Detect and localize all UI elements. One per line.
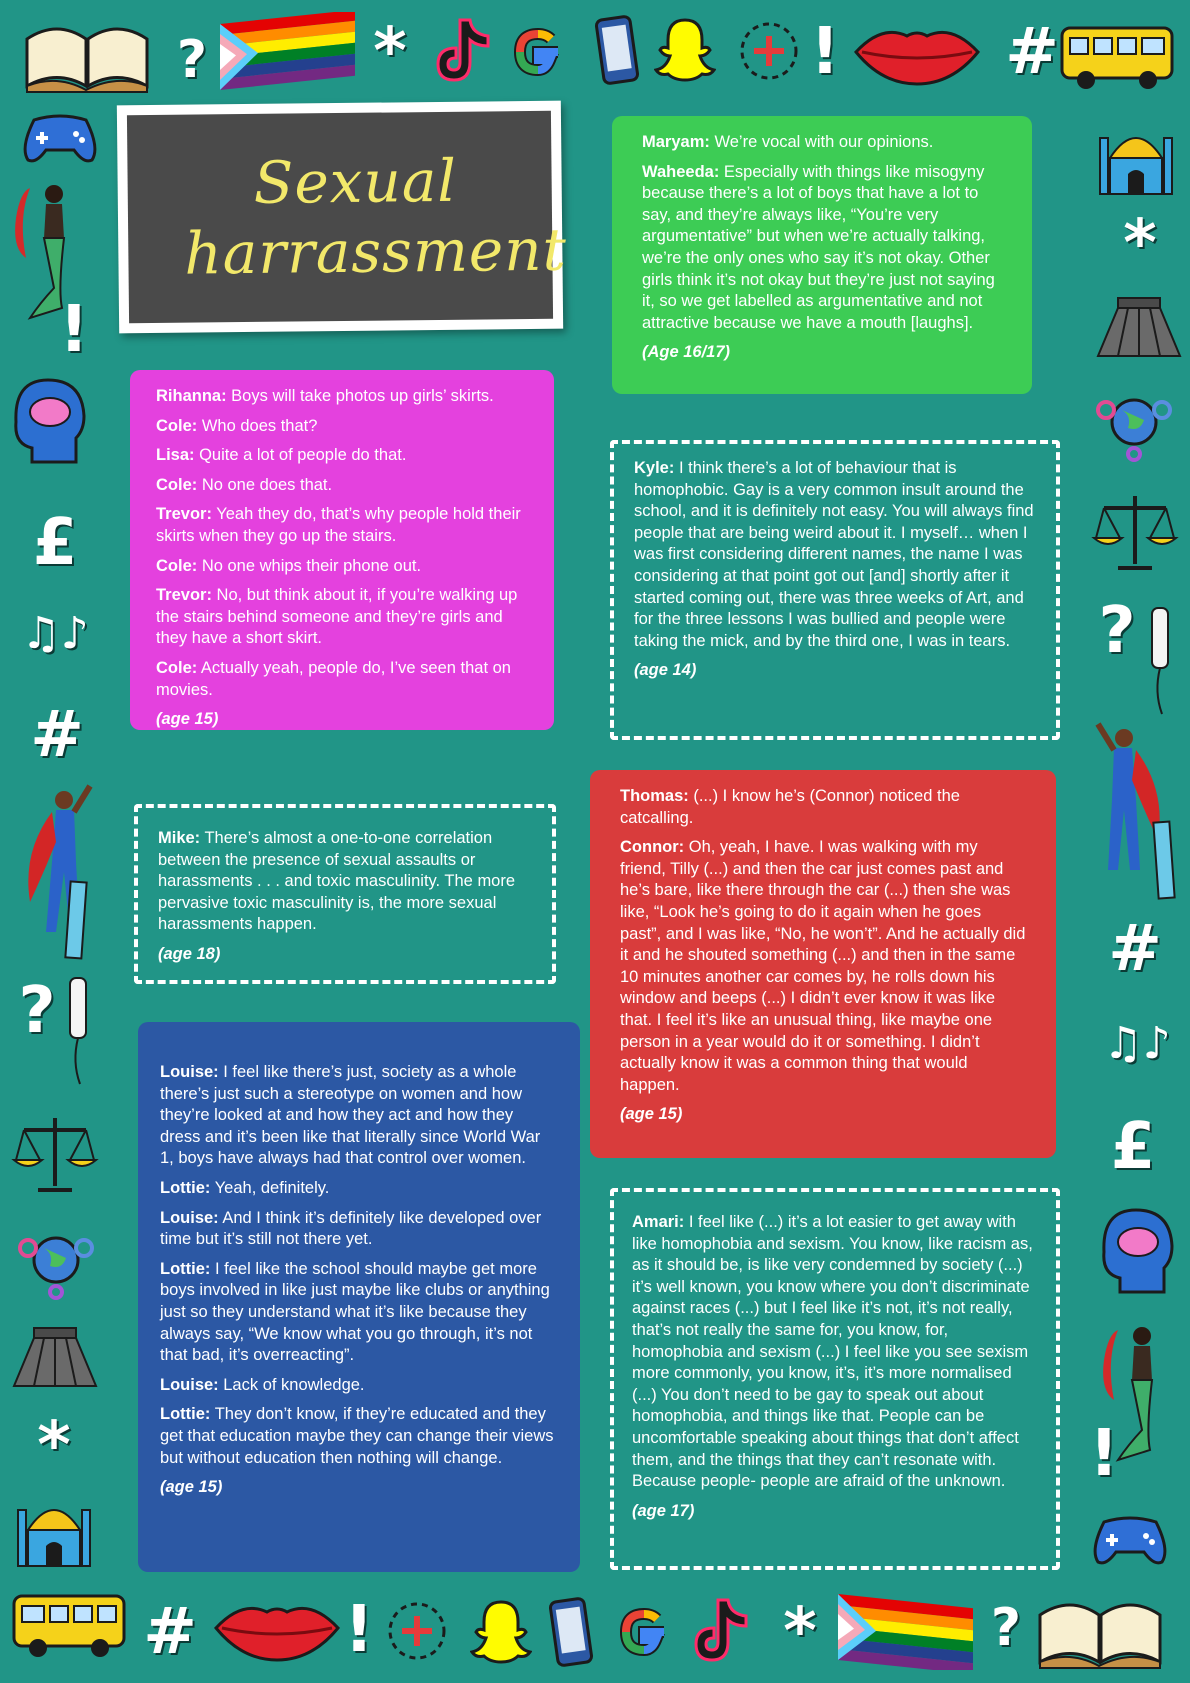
speaker-name: Cole: <box>156 658 198 677</box>
speaker-name: Maryam: <box>642 133 710 151</box>
lips-icon <box>212 1598 342 1662</box>
speaker-name: Trevor: <box>156 586 212 605</box>
asterisk-icon: * <box>373 15 407 89</box>
quote-card-amari <box>610 1188 1060 1570</box>
speaker-name: Thomas: <box>620 787 689 805</box>
ruler-icon <box>62 880 92 960</box>
title-chalkboard <box>117 101 568 334</box>
tiktok-icon <box>690 1594 752 1666</box>
chalkboard-surface <box>127 111 568 323</box>
quote-paragraph <box>160 1208 558 1251</box>
question-mark-icon: ? <box>18 974 56 1048</box>
exclamation-icon: ! <box>1089 1417 1119 1491</box>
google-icon <box>612 1600 676 1664</box>
exclamation-icon: ! <box>59 293 89 367</box>
age-label: (age 18) <box>158 944 221 963</box>
quote-paragraph <box>156 585 528 650</box>
speaker-name: Louise: <box>160 1063 219 1081</box>
asterisk-icon: * <box>783 1595 817 1669</box>
music-notes-icon: ♫♪ <box>21 608 89 659</box>
open-book-icon <box>22 14 152 94</box>
scales-icon <box>1090 488 1180 572</box>
quote-card-louise <box>138 1022 580 1572</box>
school-bus-icon <box>1058 20 1176 94</box>
brain-head-icon <box>1096 1200 1178 1300</box>
quote-card-mike <box>134 804 556 984</box>
globe-gender-icon <box>14 1218 98 1302</box>
quote-text: No, but think about it, if you’re walking up the stairs behind someone and they’re girls and they have a short skirt. <box>156 586 518 648</box>
quote-card-maryam <box>612 116 1032 394</box>
plus-circle-icon <box>384 1598 450 1664</box>
question-mark-icon: ? <box>1098 594 1136 668</box>
tampon-icon <box>66 976 90 1086</box>
asterisk-icon: * <box>1123 207 1157 281</box>
quote-paragraph <box>642 162 1002 335</box>
tiktok-icon <box>432 14 494 86</box>
quote-text: No one does that. <box>197 475 333 494</box>
asterisk-icon: * <box>37 1409 71 1483</box>
speaker-name: Waheeda: <box>642 162 720 181</box>
quote-text: I feel like there’s just, society as a whole there’s just such a stereotype on women and how they’re looked at and how they act and how they dress and it’s been like that literally since World War 1, boys have always had that control over women. <box>160 1063 541 1168</box>
quote-text: There’s almost a one-to-one correlation between the presence of sexual assaults or harassments . . . and toxic masculinity. The more pervasive toxic masculinity is, the more sexual harassments happen. <box>158 829 516 934</box>
quote-paragraph <box>158 828 532 936</box>
speaker-name: Kyle: <box>634 459 675 477</box>
quote-card-rihanna <box>130 370 554 730</box>
question-mark-icon: ? <box>990 1598 1022 1658</box>
title-line-2: harrassment <box>184 215 568 288</box>
quote-text: I feel like the school should maybe get more boys involved in like just maybe like clubs or anything just so they understand what it’s like because they always say, “We know what you go through, it’s not that bad, it’s overreacting”. <box>160 1259 550 1365</box>
exclamation-icon: ! <box>344 1593 374 1667</box>
quote-text: I think there’s a lot of behaviour that is homophobic. Gay is a very common insult around the school, and it is definitely not easy. You will always find people that are being weird about it. I myself… when I was first considering different names, the name I was considering at that point got out [and] shortly after it started coming out, there was three weeks of Art, and for the three lessons I was bullied and people were taking the mick, and by the third one, I was in tears. <box>634 459 1034 650</box>
school-bus-icon <box>10 1588 128 1662</box>
quote-paragraph <box>160 1259 558 1367</box>
speaker-name: Amari: <box>632 1213 685 1231</box>
quote-text: Lack of knowledge. <box>218 1375 365 1394</box>
ruler-icon <box>1150 820 1180 900</box>
age-label: (Age 16/17) <box>642 343 731 362</box>
hashtag-icon: # <box>1005 15 1059 89</box>
quote-card-thomas <box>590 770 1056 1158</box>
skirt-icon <box>1094 292 1184 362</box>
quote-text: Who does that? <box>197 416 318 435</box>
plus-circle-icon <box>736 18 802 84</box>
quote-paragraph <box>156 445 528 467</box>
open-book-icon <box>1030 1590 1170 1670</box>
speaker-name: Cole: <box>156 475 198 494</box>
quote-paragraph <box>156 475 528 497</box>
speaker-name: Connor: <box>620 838 685 857</box>
question-mark-icon: ? <box>176 30 208 90</box>
mosque-icon <box>1096 108 1176 198</box>
quote-paragraph <box>156 658 528 701</box>
quote-text: I feel like (...) it’s a lot easier to get away with like homophobia and sexism. You know, like racism as, as it should be, is like very condemned by society (...) it’s well known, you know where you don’t discriminate against races (...) but I feel like it’s not, it’s not really, that’s not really the same for, you know, for, homophobia and sexism (...) I feel like you see sexism more commonly, you know, it’s, it’s more normalised (...) You don’t need to be gay to speak out about homophobia, and things like that. People can be uncomfortable speaking about things that don’t affect them, and the things that they can’t resonate with. Because people- people are afraid of the unknown. <box>632 1213 1033 1491</box>
tampon-icon <box>1148 606 1172 716</box>
quote-paragraph <box>634 458 1036 652</box>
exclamation-icon: ! <box>810 15 840 89</box>
quote-paragraph <box>156 504 528 547</box>
speaker-name: Trevor: <box>156 505 212 524</box>
quote-paragraph <box>632 1212 1038 1493</box>
quote-text: Yeah they do, that’s why people hold their skirts when they go up the stairs. <box>156 505 521 545</box>
scales-icon <box>10 1110 100 1194</box>
quote-paragraph <box>156 416 528 438</box>
quote-text: Boys will take photos up girls’ skirts. <box>226 387 494 405</box>
quote-text: Oh, yeah, I have. I was walking with my friend, Tilly (...) and then the car just comes past and he’s bare, like there through the car (...) then she was like, “Look he’s going to do it again when he goes past”, and I was like, “No, he won’t”. And he actually did it and he shouted something (...) and then in the same 10 minutes another car comes by, he rolls down his window and beeps (...) I didn’t ever know it was like that. I feel it’s like an unusual thing, like maybe one person in a year would do it or something. I didn’t actually know it was a common thing that would happen. <box>620 838 1026 1094</box>
snapchat-icon <box>470 1598 532 1664</box>
quote-paragraph <box>160 1375 558 1397</box>
quote-card-kyle <box>610 440 1060 740</box>
progress-pride-flag-icon <box>220 12 355 92</box>
quote-paragraph <box>156 556 528 578</box>
globe-gender-icon <box>1092 380 1176 464</box>
quote-text: Especially with things like misogyny because there’s a lot of boys that have a lot to say, and they’re always like, “You’re very argumentative” but when we’re actually talking, we’re the only ones who say it’s not okay. Other girls think it’s not okay but they’re just not saying it, so we get labelled as argumentative and not attractive because we have a mouth [laughs]. <box>642 162 995 332</box>
hashtag-icon: # <box>30 698 84 772</box>
phone-icon <box>546 1596 596 1668</box>
game-controller-icon <box>20 108 100 168</box>
phone-icon <box>592 14 642 86</box>
age-label: (age 14) <box>634 661 697 680</box>
title-line-1: Sexual <box>253 146 458 217</box>
speaker-name: Cole: <box>156 416 198 435</box>
quote-paragraph <box>642 132 1002 154</box>
hashtag-icon: # <box>1108 912 1162 986</box>
quote-paragraph <box>620 786 1026 829</box>
age-label: (age 17) <box>632 1501 695 1520</box>
quote-paragraph <box>620 837 1026 1096</box>
quote-text: (...) I know he’s (Connor) noticed the catcalling. <box>620 787 960 827</box>
pound-sign-icon: £ <box>1110 1110 1156 1184</box>
speaker-name: Lottie: <box>160 1405 211 1424</box>
music-notes-icon: ♫♪ <box>1103 1018 1171 1069</box>
age-label: (age 15) <box>160 1478 223 1497</box>
skirt-icon <box>10 1322 100 1392</box>
quote-paragraph <box>160 1404 558 1469</box>
speaker-name: Louise: <box>160 1375 219 1394</box>
google-icon <box>506 20 570 84</box>
speaker-name: Lottie: <box>160 1259 211 1278</box>
age-label: (age 15) <box>156 710 219 729</box>
age-label: (age 15) <box>620 1105 683 1124</box>
lips-icon <box>852 22 982 86</box>
quote-text: Quite a lot of people do that. <box>194 446 407 465</box>
quote-text: Actually yeah, people do, I’ve seen that on movies. <box>156 658 511 699</box>
speaker-name: Louise: <box>160 1208 219 1227</box>
quote-text: No one whips their phone out. <box>197 556 422 575</box>
hashtag-icon: # <box>143 1595 197 1669</box>
quote-paragraph <box>156 386 528 408</box>
mosque-icon <box>14 1480 94 1570</box>
quote-paragraph <box>160 1178 558 1200</box>
speaker-name: Lisa: <box>156 446 195 465</box>
game-controller-icon <box>1090 1510 1170 1570</box>
progress-pride-flag-icon <box>838 1590 973 1670</box>
quote-text: We’re vocal with our opinions. <box>709 133 934 151</box>
speaker-name: Cole: <box>156 556 198 575</box>
speaker-name: Rihanna: <box>156 387 227 405</box>
speaker-name: Mike: <box>158 829 201 847</box>
quote-paragraph <box>160 1062 558 1170</box>
brain-head-icon <box>8 370 90 470</box>
snapchat-icon <box>654 16 716 82</box>
quote-text: Yeah, definitely. <box>210 1178 330 1197</box>
quote-text: They don’t know, if they’re educated and they get that education maybe they can change their views but without education then nothing will change. <box>160 1405 554 1467</box>
speaker-name: Lottie: <box>160 1178 211 1197</box>
quote-text: And I think it’s definitely like developed over time but it’s still not there yet. <box>160 1208 542 1249</box>
pound-sign-icon: £ <box>32 506 78 580</box>
